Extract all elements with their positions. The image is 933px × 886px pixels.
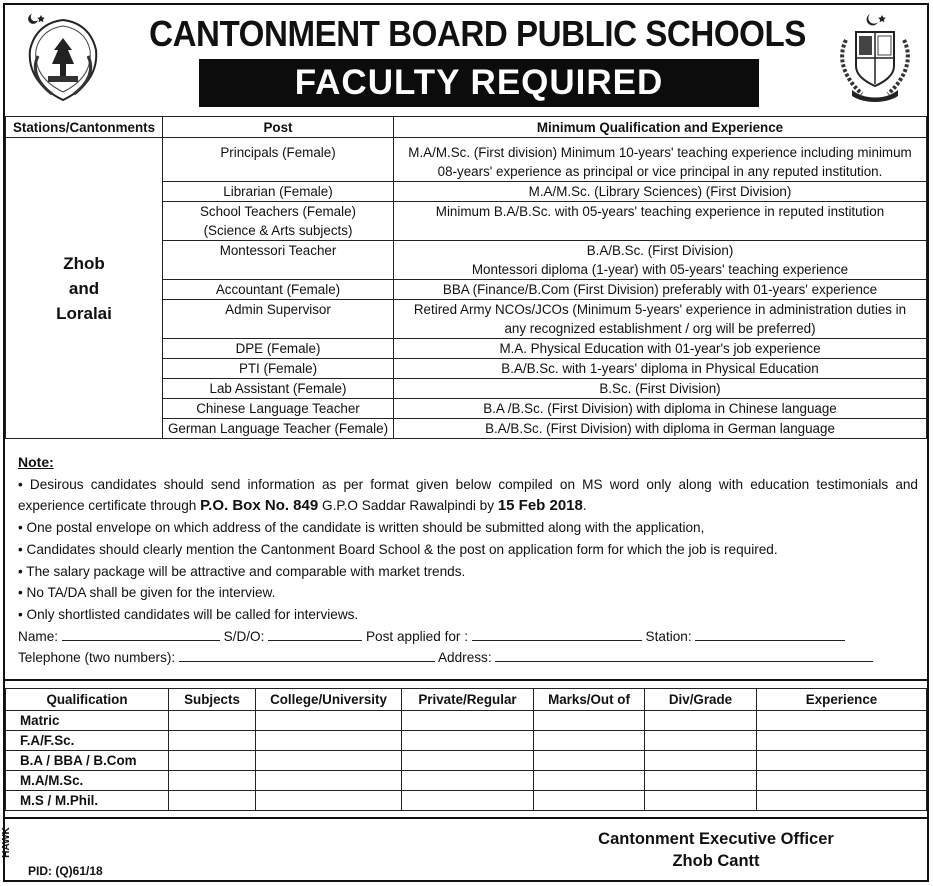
blank-entry-cell[interactable]	[169, 791, 256, 811]
qualification-text: BBA (Finance/B.Com (First Division) preferably with 01-years' experience	[442, 282, 878, 297]
qualification-row	[6, 711, 927, 731]
column-header: Marks/Out of	[534, 689, 645, 711]
post-cell	[163, 399, 394, 419]
qualification-cell	[394, 379, 927, 399]
notes-section	[18, 452, 918, 669]
blank-entry-cell[interactable]	[402, 771, 534, 791]
post-cell	[163, 182, 394, 202]
blank-entry-cell[interactable]	[645, 791, 757, 811]
qualification-level: B.A / BBA / B.Com	[6, 751, 169, 771]
note-item: • One postal envelope on which address of the candidate is written should be submitted along with the application,	[18, 520, 705, 536]
pakistan-state-emblem-icon	[834, 10, 916, 104]
post-title: Accountant (Female)	[215, 282, 341, 297]
post-cell	[163, 202, 394, 241]
blank-entry-cell[interactable]	[757, 731, 927, 751]
name-label: Name:	[18, 628, 59, 644]
blank-entry-cell[interactable]	[402, 751, 534, 771]
qualification-cell	[394, 419, 927, 439]
post-title: Chinese Language Teacher	[196, 401, 360, 416]
section-divider	[5, 817, 927, 819]
qualification-cell	[394, 182, 927, 202]
note-item: • Only shortlisted candidates will be called for interviews.	[18, 606, 359, 622]
qualification-text: B.A/B.Sc. with 1-years' diploma in Physical Education	[501, 361, 819, 376]
blank-entry-cell[interactable]	[402, 791, 534, 811]
column-header: College/University	[256, 689, 402, 711]
note-text: • Desirous candidates should send information as per format given below compiled on MS word only along with education testimonials and experience certificate through	[18, 476, 918, 514]
qualification-cell	[394, 339, 927, 359]
qualification-row	[6, 731, 927, 751]
posts-table	[5, 116, 927, 439]
blank-entry-cell[interactable]	[645, 731, 757, 751]
station-name: Zhob	[63, 253, 105, 273]
blank-entry-cell[interactable]	[757, 711, 927, 731]
signatory-title: Cantonment Executive Officer	[598, 830, 834, 848]
post-title: (Science & Arts subjects)	[203, 223, 353, 238]
qualification-row	[6, 751, 927, 771]
blank-entry-cell[interactable]	[169, 751, 256, 771]
qualification-text: B.A/B.Sc. (First Division)	[586, 243, 734, 258]
blank-entry-cell[interactable]	[645, 771, 757, 791]
column-header: Experience	[757, 689, 927, 711]
applicant-form-line-2	[18, 647, 918, 669]
qualification-table	[5, 688, 927, 811]
notes-heading: Note:	[18, 454, 54, 470]
qualification-text: M.A. Physical Education with 01-year's job experience	[499, 341, 821, 356]
post-cell	[163, 138, 394, 182]
note-text: .	[582, 498, 587, 514]
post-cell	[163, 339, 394, 359]
post-title: Admin Supervisor	[225, 302, 331, 317]
qualification-text: any recognized establishment / org will be preferred)	[504, 321, 816, 336]
blank-entry-cell[interactable]	[534, 791, 645, 811]
blank-entry-cell[interactable]	[645, 751, 757, 771]
blank-entry-cell[interactable]	[534, 771, 645, 791]
note-text: G.P.O Saddar Rawalpindi by	[318, 498, 498, 514]
sdo-field[interactable]	[268, 629, 362, 641]
blank-entry-cell[interactable]	[169, 771, 256, 791]
qualification-cell	[394, 280, 927, 300]
column-header: Qualification	[6, 689, 169, 711]
blank-entry-cell[interactable]	[645, 711, 757, 731]
qualification-table-header	[6, 689, 927, 711]
qualification-cell	[394, 202, 927, 241]
qualification-text: Retired Army NCOs/JCOs (Minimum 5-years' experience in administration duties in	[413, 302, 907, 317]
blank-entry-cell[interactable]	[169, 731, 256, 751]
advertisement-title: CANTONMENT BOARD PUBLIC SCHOOLS	[149, 13, 806, 54]
blank-entry-cell[interactable]	[534, 711, 645, 731]
post-title: School Teachers (Female)	[199, 204, 357, 219]
blank-entry-cell[interactable]	[757, 791, 927, 811]
section-divider	[5, 679, 927, 681]
qualification-text: Minimum B.A/B.Sc. with 05-years' teaching experience in reputed institution	[435, 204, 885, 219]
station-name: Loralai	[56, 303, 112, 323]
station-label: Station:	[645, 628, 692, 644]
name-field[interactable]	[62, 629, 220, 641]
qualification-row	[6, 771, 927, 791]
address-label: Address:	[437, 650, 492, 666]
post-cell	[163, 359, 394, 379]
column-header-post: Post	[163, 117, 394, 138]
post-title: German Language Teacher (Female)	[167, 421, 389, 436]
agency-mark-text: HAWK	[0, 827, 12, 858]
post-title: Principals (Female)	[220, 145, 336, 160]
blank-entry-cell[interactable]	[256, 791, 402, 811]
qualification-text: B.Sc. (First Division)	[599, 381, 721, 396]
agency-mark	[0, 822, 20, 866]
po-box-number: P.O. Box No. 849	[200, 497, 319, 515]
column-header-qualification: Minimum Qualification and Experience	[394, 117, 927, 138]
applicant-form-line-1	[18, 626, 918, 648]
blank-entry-cell[interactable]	[534, 731, 645, 751]
post-cell	[163, 379, 394, 399]
post-cell	[163, 300, 394, 339]
blank-entry-cell[interactable]	[402, 731, 534, 751]
qualification-cell	[394, 138, 927, 182]
blank-entry-cell[interactable]	[757, 771, 927, 791]
cantonment-board-emblem-icon	[22, 10, 104, 104]
qualification-text: M.A/M.Sc. (First division) Minimum 10-years' teaching experience including minimum	[408, 145, 912, 160]
publication-id: PID: (Q)61/18	[28, 864, 103, 878]
post-cell	[163, 241, 394, 280]
qualification-level: M.S / M.Phil.	[6, 791, 169, 811]
signatory-block	[560, 828, 872, 872]
qualification-level: Matric	[6, 711, 169, 731]
blank-entry-cell[interactable]	[256, 771, 402, 791]
signatory-place: Zhob Cantt	[672, 852, 760, 870]
post-cell	[163, 280, 394, 300]
note-item	[18, 474, 918, 517]
post-title: DPE (Female)	[235, 341, 321, 356]
post-applied-field[interactable]	[472, 629, 642, 641]
qualification-text: Montessori diploma (1-year) with 05-years' teaching experience	[471, 262, 849, 277]
application-deadline: 15 Feb 2018	[497, 497, 583, 515]
post-title: Librarian (Female)	[223, 184, 333, 199]
station-name: and	[68, 278, 100, 298]
telephone-label: Telephone (two numbers):	[18, 650, 176, 666]
post-row	[6, 138, 927, 182]
qualification-text: B.A/B.Sc. (First Division) with diploma in German language	[485, 421, 835, 436]
faculty-required-banner: FACULTY REQUIRED	[199, 59, 759, 107]
address-field[interactable]	[495, 650, 873, 662]
qualification-text: 08-years' experience as principal or vice principal in any reputed institution.	[437, 164, 883, 179]
note-item: • The salary package will be attractive and comparable with market trends.	[18, 563, 466, 579]
station-field[interactable]	[695, 629, 845, 641]
post-title: PTI (Female)	[238, 361, 318, 376]
qualification-level: F.A/F.Sc.	[6, 731, 169, 751]
qualification-cell	[394, 399, 927, 419]
column-header: Private/Regular	[402, 689, 534, 711]
column-header-stations: Stations/Cantonments	[6, 117, 163, 138]
qualification-cell	[394, 359, 927, 379]
blank-entry-cell[interactable]	[402, 711, 534, 731]
posts-table-header	[6, 117, 927, 138]
post-applied-label: Post applied for :	[365, 628, 468, 644]
sdo-label: S/D/O:	[223, 628, 265, 644]
note-item: • No TA/DA shall be given for the interview.	[18, 585, 276, 601]
blank-entry-cell[interactable]	[256, 711, 402, 731]
post-title: Montessori Teacher	[219, 243, 337, 258]
post-cell	[163, 419, 394, 439]
qualification-row	[6, 791, 927, 811]
note-item: • Candidates should clearly mention the Cantonment Board School & the post on application form for which the job is required.	[18, 541, 778, 557]
column-header: Div/Grade	[645, 689, 757, 711]
station-cell	[6, 138, 163, 439]
column-header: Subjects	[169, 689, 256, 711]
qualification-cell	[394, 241, 927, 280]
telephone-field[interactable]	[179, 650, 435, 662]
blank-entry-cell[interactable]	[256, 751, 402, 771]
qualification-level: M.A/M.Sc.	[6, 771, 169, 791]
blank-entry-cell[interactable]	[757, 751, 927, 771]
qualification-text: M.A/M.Sc. (Library Sciences) (First Division)	[528, 184, 792, 199]
blank-entry-cell[interactable]	[169, 711, 256, 731]
blank-entry-cell[interactable]	[534, 751, 645, 771]
qualification-text: B.A /B.Sc. (First Division) with diploma in Chinese language	[483, 401, 837, 416]
post-title: Lab Assistant (Female)	[209, 381, 347, 396]
qualification-cell	[394, 300, 927, 339]
blank-entry-cell[interactable]	[256, 731, 402, 751]
